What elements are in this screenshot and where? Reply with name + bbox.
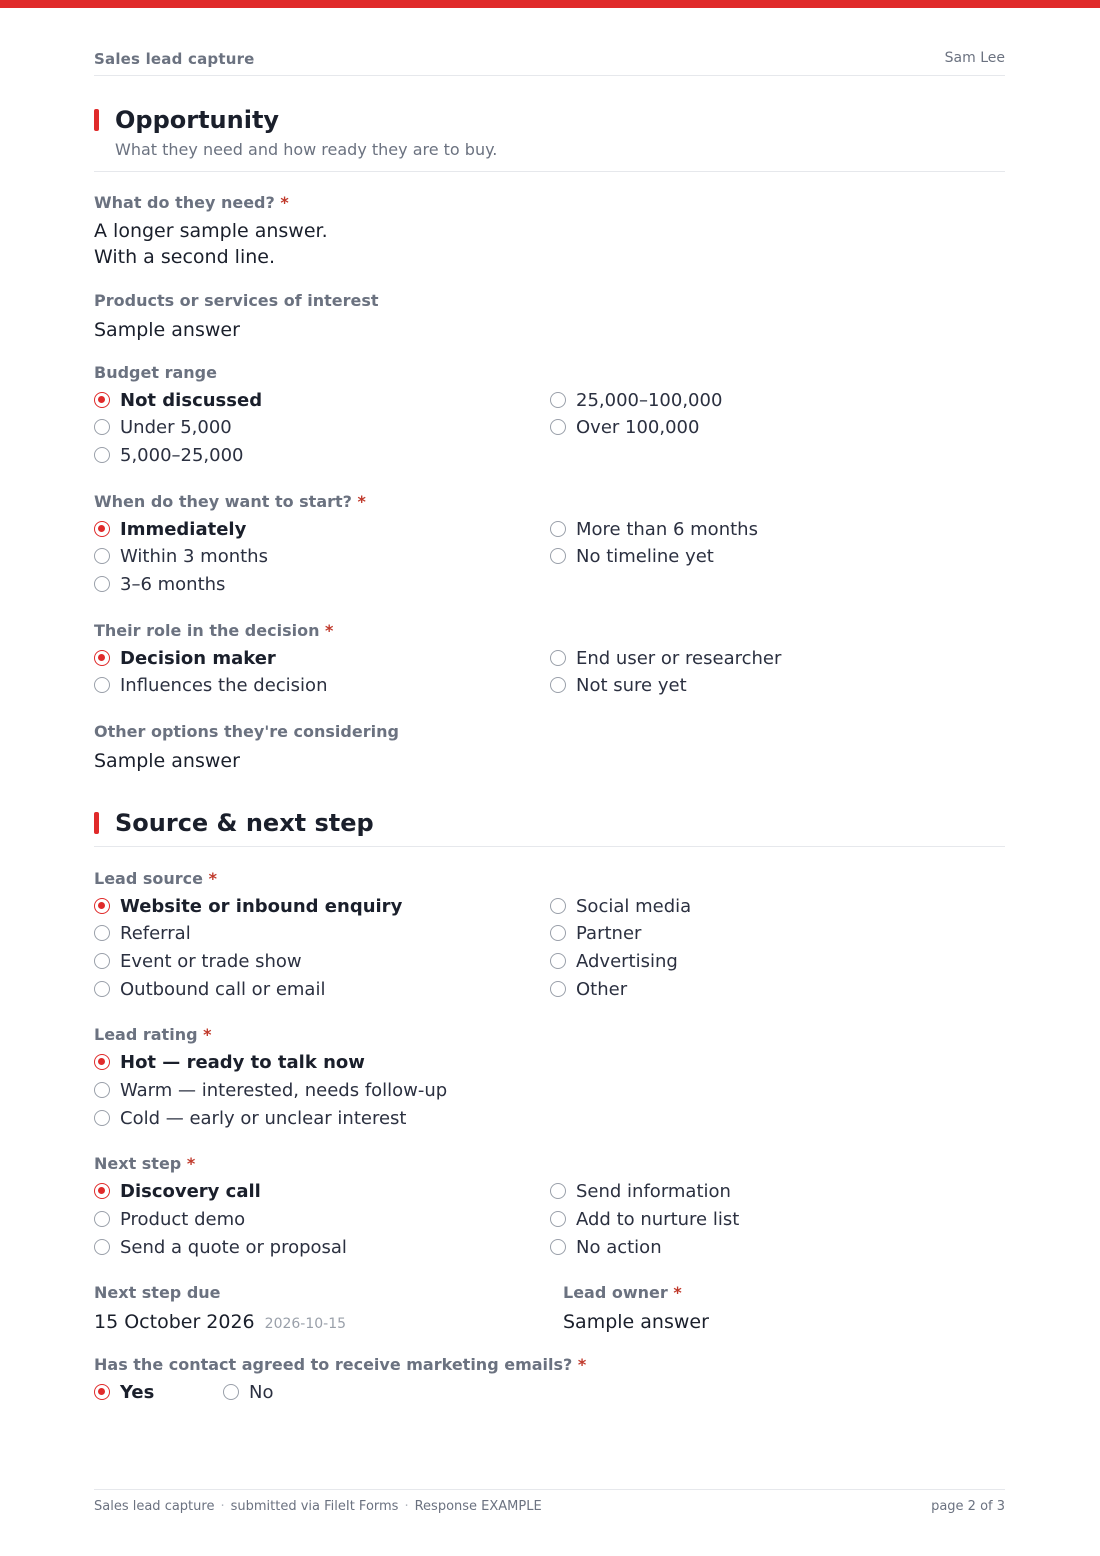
radio-option-yes[interactable]: Yes: [94, 1381, 154, 1403]
radio-selected-icon: [94, 898, 110, 914]
radio-option[interactable]: Event or trade show: [94, 950, 302, 972]
question-start: [94, 492, 1005, 602]
radio-empty-icon: [550, 925, 566, 941]
page-number: page 2 of 3: [931, 1499, 1005, 1514]
radio-option[interactable]: No action: [550, 1236, 662, 1258]
radio-option[interactable]: More than 6 months: [550, 518, 758, 540]
question-other-options: [94, 722, 1005, 774]
header-form-name: Sales lead capture: [94, 50, 255, 68]
required-marker: *: [186, 1154, 196, 1173]
page-footer: [94, 1489, 1005, 1514]
answer-text: Sample answer: [94, 750, 240, 772]
radio-empty-icon: [94, 981, 110, 997]
radio-selected-icon: [94, 1054, 110, 1070]
radio-option[interactable]: Add to nurture list: [550, 1208, 739, 1230]
radio-option[interactable]: No timeline yet: [550, 545, 714, 567]
radio-option[interactable]: Not discussed: [94, 389, 262, 411]
radio-empty-icon: [94, 1082, 110, 1098]
question-label: Budget range: [94, 363, 217, 382]
radio-empty-icon: [550, 419, 566, 435]
question-budget: [94, 363, 1005, 473]
question-lead-rating: [94, 1025, 1005, 1135]
radio-selected-icon: [94, 650, 110, 666]
required-marker: *: [357, 492, 366, 511]
radio-option[interactable]: Warm — interested, needs follow-up: [94, 1079, 447, 1101]
radio-empty-icon: [550, 1211, 566, 1227]
radio-option[interactable]: Over 100,000: [550, 416, 699, 438]
radio-empty-icon: [94, 925, 110, 941]
question-label: When do they want to start? *: [94, 492, 366, 511]
section-title-text: Source & next step: [115, 809, 374, 837]
radio-option[interactable]: Influences the decision: [94, 674, 327, 696]
radio-empty-icon: [550, 521, 566, 537]
radio-option[interactable]: 3–6 months: [94, 573, 225, 595]
required-marker: *: [325, 621, 334, 640]
radio-empty-icon: [94, 1239, 110, 1255]
question-lead-owner: [563, 1283, 1003, 1335]
question-label: Next step due: [94, 1283, 221, 1302]
section-divider: [94, 846, 1005, 847]
section-subtitle: What they need and how ready they are to buy.: [115, 140, 498, 159]
radio-selected-icon: [94, 521, 110, 537]
section-title-source: [94, 809, 374, 837]
radio-empty-icon: [94, 1110, 110, 1126]
answer-text: Sample answer: [563, 1311, 709, 1333]
radio-option[interactable]: Not sure yet: [550, 674, 687, 696]
radio-group: [94, 1381, 1005, 1409]
radio-empty-icon: [94, 419, 110, 435]
question-label: Other options they're considering: [94, 722, 399, 741]
radio-option[interactable]: Advertising: [550, 950, 678, 972]
radio-empty-icon: [550, 1239, 566, 1255]
question-lead-source: [94, 869, 1005, 1007]
radio-option[interactable]: Social media: [550, 895, 691, 917]
radio-option[interactable]: Partner: [550, 922, 641, 944]
required-marker: *: [203, 1025, 212, 1044]
date-answer: 15 October 2026 2026-10-15: [94, 1311, 347, 1333]
question-label: Their role in the decision *: [94, 621, 334, 640]
radio-option[interactable]: Send a quote or proposal: [94, 1236, 347, 1258]
answer-text: A longer sample answer. With a second line.: [94, 220, 328, 268]
radio-option[interactable]: Send information: [550, 1180, 731, 1202]
radio-option[interactable]: Decision maker: [94, 647, 276, 669]
radio-empty-icon: [223, 1384, 239, 1400]
question-need: [94, 193, 1005, 270]
radio-option[interactable]: Within 3 months: [94, 545, 268, 567]
radio-empty-icon: [550, 1183, 566, 1199]
radio-empty-icon: [94, 447, 110, 463]
radio-option[interactable]: Product demo: [94, 1208, 245, 1230]
answer-text: Sample answer: [94, 319, 240, 341]
radio-selected-icon: [94, 1384, 110, 1400]
required-marker: *: [673, 1283, 682, 1302]
radio-option[interactable]: Website or inbound enquiry: [94, 895, 402, 917]
radio-option[interactable]: End user or researcher: [550, 647, 781, 669]
question-label: Lead rating *: [94, 1025, 212, 1044]
radio-option[interactable]: Cold — early or unclear interest: [94, 1107, 406, 1129]
section-divider: [94, 171, 1005, 172]
radio-selected-icon: [94, 392, 110, 408]
question-next-step-due: [94, 1283, 534, 1337]
radio-selected-icon: [94, 1183, 110, 1199]
section-accent-bar: [94, 812, 99, 834]
radio-empty-icon: [550, 392, 566, 408]
radio-option[interactable]: 25,000–100,000: [550, 389, 722, 411]
radio-option[interactable]: Under 5,000: [94, 416, 232, 438]
header-user-name: Sam Lee: [944, 50, 1005, 66]
question-marketing-consent: [94, 1355, 1005, 1409]
radio-empty-icon: [550, 898, 566, 914]
radio-empty-icon: [94, 548, 110, 564]
radio-group: [94, 647, 1005, 703]
date-iso-value: 2026-10-15: [264, 1316, 347, 1332]
radio-option[interactable]: Hot — ready to talk now: [94, 1051, 365, 1073]
radio-option-no[interactable]: No: [223, 1381, 273, 1403]
footer-info: Sales lead capture · submitted via FileIt Forms · Response EXAMPLE: [94, 1499, 542, 1514]
radio-empty-icon: [550, 953, 566, 969]
radio-group: [94, 1180, 1005, 1264]
question-label: What do they need? *: [94, 193, 289, 212]
radio-empty-icon: [550, 548, 566, 564]
radio-group: [94, 518, 1005, 602]
section-accent-bar: [94, 109, 99, 131]
question-label: Has the contact agreed to receive marketing emails? *: [94, 1355, 587, 1374]
radio-group: [94, 1051, 1005, 1135]
radio-empty-icon: [550, 677, 566, 693]
radio-empty-icon: [94, 1211, 110, 1227]
section-title-text: Opportunity: [115, 106, 280, 134]
question-next-step: [94, 1154, 1005, 1264]
required-marker: *: [577, 1355, 587, 1374]
question-label: Products or services of interest: [94, 291, 379, 310]
question-label: Next step *: [94, 1154, 196, 1173]
radio-empty-icon: [94, 953, 110, 969]
radio-group: [94, 895, 1005, 1007]
radio-empty-icon: [94, 576, 110, 592]
required-marker: *: [280, 193, 289, 212]
radio-option[interactable]: Discovery call: [94, 1180, 261, 1202]
required-marker: *: [208, 869, 217, 888]
radio-option[interactable]: Immediately: [94, 518, 246, 540]
radio-option[interactable]: 5,000–25,000: [94, 444, 244, 466]
radio-empty-icon: [550, 650, 566, 666]
radio-option[interactable]: Referral: [94, 922, 191, 944]
radio-group: [94, 389, 1005, 473]
question-role: [94, 621, 1005, 703]
page-header: [94, 48, 1005, 76]
radio-empty-icon: [550, 981, 566, 997]
radio-option[interactable]: Other: [550, 978, 627, 1000]
question-products: [94, 291, 1005, 343]
section-title-opportunity: [94, 106, 279, 134]
form-page: [94, 0, 1005, 1556]
question-label: Lead source *: [94, 869, 217, 888]
question-label: Lead owner *: [563, 1283, 682, 1302]
radio-option[interactable]: Outbound call or email: [94, 978, 325, 1000]
radio-empty-icon: [94, 677, 110, 693]
